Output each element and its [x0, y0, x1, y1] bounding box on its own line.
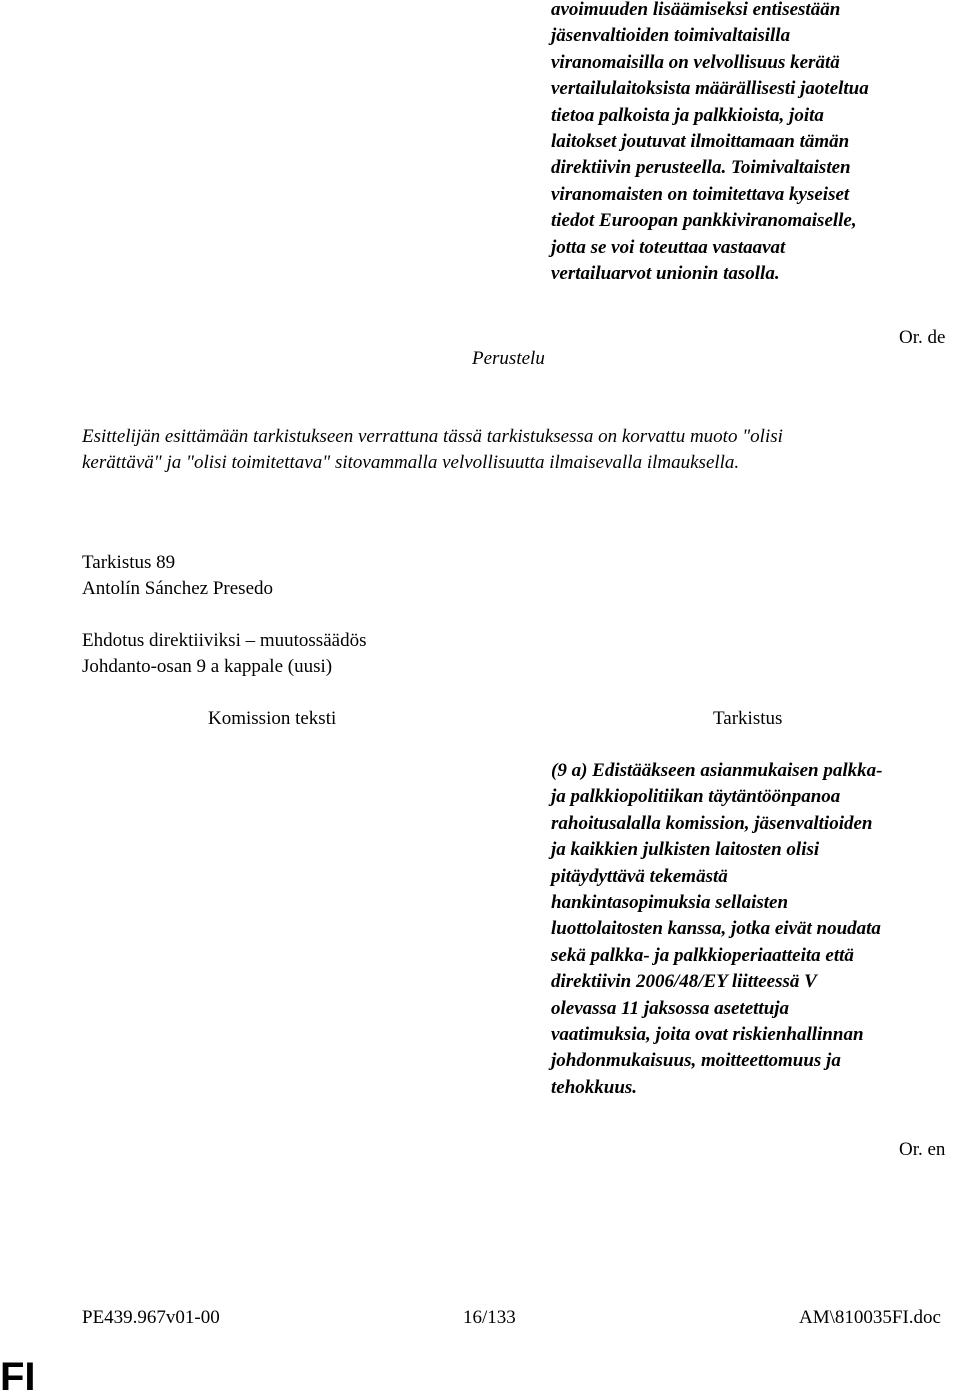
amendment-number: Tarkistus 89: [82, 552, 176, 573]
language-code: FI: [0, 1355, 36, 1399]
column-header-amendment: Tarkistus: [713, 708, 783, 729]
amendment-header: [82, 550, 582, 602]
justification-text: Esittelijän esittämään tarkistukseen verrattuna tässä tarkistuksessa on korvattu muoto "olisi kerättävä" ja "olisi toimitettava" sitovammalla velvollisuutta ilmaisevalla ilmauksella.: [82, 426, 783, 474]
original-language-label: Or. de: [899, 327, 946, 348]
proposal-block: [82, 628, 582, 680]
proposal-location: Johdanto-osan 9 a kappale (uusi): [82, 656, 333, 677]
justification-heading: Perustelu: [472, 348, 545, 369]
amendment-author: Antolín Sánchez Presedo: [82, 578, 274, 599]
proposal-title: Ehdotus direktiiviksi – muutossäädös: [82, 630, 367, 651]
amendment-text-continuation: avoimuuden lisäämiseksi entisestään jäsenvaltioiden toimivaltaisilla viranomaisilla on velvollisuus kerätä vertailulaitoksista määrällisesti jaoteltua tietoa palkoista ja palkkioista, joita laitokset joutuvat ilmoittamaan tämän direktiivin perusteella. Toimivaltaisten viranomaisten on toimitettava kyseiset tiedot Euroopan pankkiviranomaiselle, jotta se voi toteuttaa vastaavat vertailuarvot unionin tasolla.: [551, 0, 869, 285]
footer-page-number: 16/133: [463, 1307, 516, 1328]
column-header-commission: Komission teksti: [208, 708, 337, 729]
amendment-text: (9 a) Edistääkseen asianmukaisen palkka- ja palkkiopolitiikan täytäntöönpanoa rahoitusalalla komission, jäsenvaltioiden ja kaikkien julkisten laitosten olisi pitäydyttävä tekemästä hankintasopimuksia sellaisten luottolaitosten kanssa, jotka eivät noudata sekä palkka- ja palkkioperiaatteita että direktiivin 2006/48/EY liitteessä V olevassa 11 jaksossa asetettuja vaatimuksia, joita ovat riskienhallinnan johdonmukaisuus, moitteettomuus ja tehokkuus.: [551, 760, 883, 1098]
original-language-label: Or. en: [899, 1139, 946, 1160]
footer-document-name: AM\810035FI.doc: [799, 1307, 941, 1328]
footer-reference: PE439.967v01-00: [82, 1307, 220, 1328]
